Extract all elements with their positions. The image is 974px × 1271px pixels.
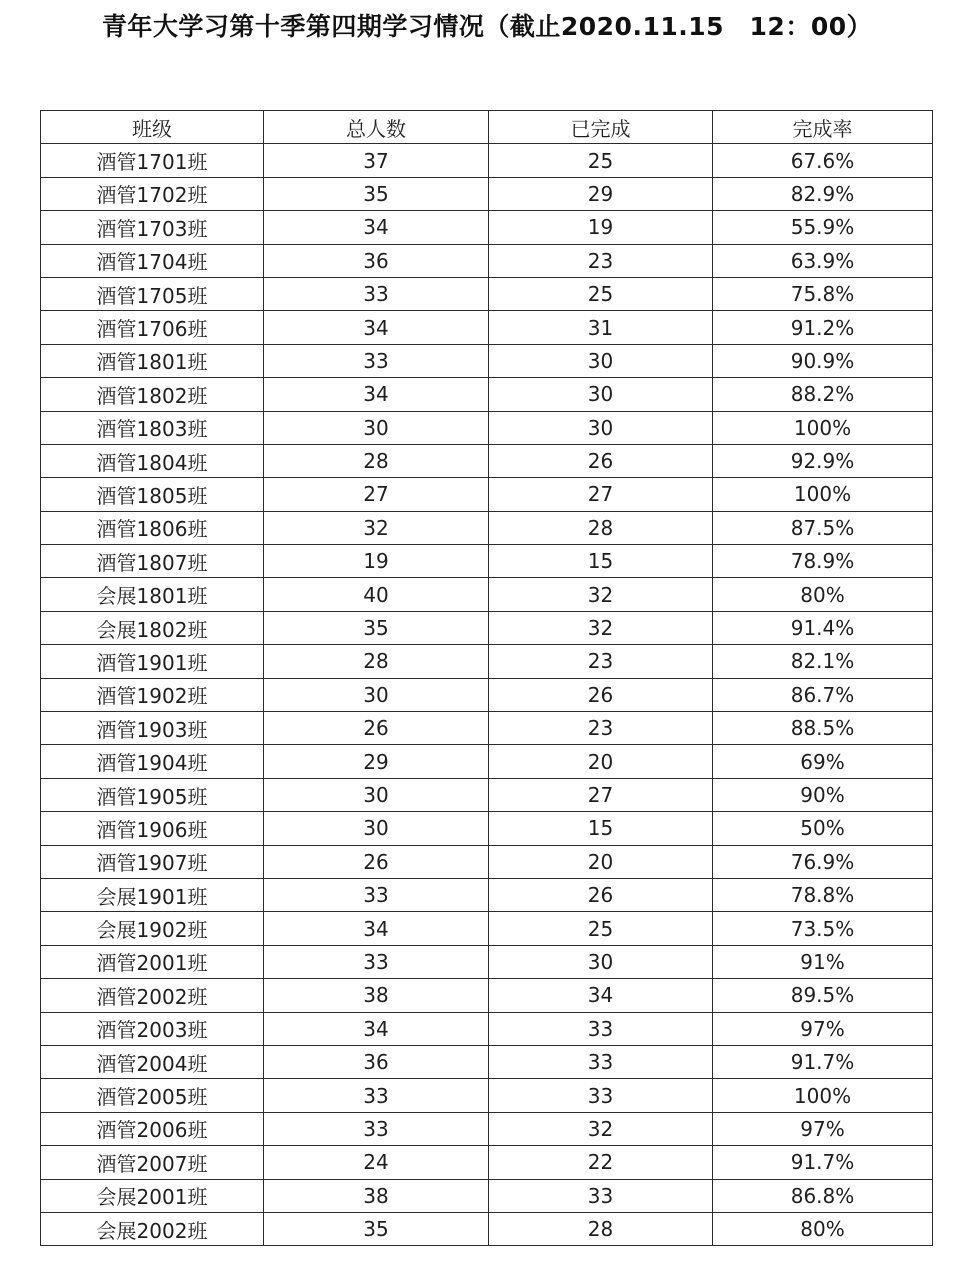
cell-class: 会展1801班 <box>41 578 264 611</box>
cell-completed: 22 <box>489 1146 713 1179</box>
cell-completed: 32 <box>489 611 713 644</box>
cell-total: 24 <box>264 1146 489 1179</box>
cell-class: 酒管1704班 <box>41 244 264 277</box>
table-body <box>41 144 933 1246</box>
cell-completed: 25 <box>489 277 713 310</box>
cell-completed: 23 <box>489 645 713 678</box>
header-class: 班级 <box>41 111 264 144</box>
cell-completed: 19 <box>489 211 713 244</box>
cell-class: 酒管2002班 <box>41 979 264 1012</box>
table-row <box>41 678 933 711</box>
cell-completion-rate: 100% <box>713 411 933 444</box>
table-row <box>41 444 933 477</box>
cell-class: 会展1901班 <box>41 878 264 911</box>
cell-completed: 33 <box>489 1045 713 1078</box>
cell-total: 33 <box>264 1112 489 1145</box>
table-row <box>41 1179 933 1212</box>
header-completion-rate: 完成率 <box>713 111 933 144</box>
table-row <box>41 1212 933 1245</box>
cell-completion-rate: 97% <box>713 1112 933 1145</box>
cell-completed: 32 <box>489 1112 713 1145</box>
cell-total: 30 <box>264 812 489 845</box>
cell-class: 酒管1907班 <box>41 845 264 878</box>
cell-total: 33 <box>264 878 489 911</box>
table-row <box>41 778 933 811</box>
cell-completed: 31 <box>489 311 713 344</box>
header-total: 总人数 <box>264 111 489 144</box>
cell-class: 会展2002班 <box>41 1212 264 1245</box>
cell-completion-rate: 78.8% <box>713 878 933 911</box>
cell-completion-rate: 50% <box>713 812 933 845</box>
cell-class: 酒管1706班 <box>41 311 264 344</box>
cell-class: 酒管1906班 <box>41 812 264 845</box>
table-row <box>41 411 933 444</box>
cell-total: 35 <box>264 611 489 644</box>
cell-class: 酒管1803班 <box>41 411 264 444</box>
cell-completed: 30 <box>489 945 713 978</box>
cell-class: 酒管1903班 <box>41 712 264 745</box>
cell-completion-rate: 82.1% <box>713 645 933 678</box>
cell-completed: 28 <box>489 1212 713 1245</box>
cell-total: 34 <box>264 912 489 945</box>
cell-total: 26 <box>264 712 489 745</box>
cell-completion-rate: 63.9% <box>713 244 933 277</box>
cell-completion-rate: 100% <box>713 1079 933 1112</box>
cell-class: 酒管1801班 <box>41 344 264 377</box>
table-row <box>41 344 933 377</box>
cell-total: 33 <box>264 1079 489 1112</box>
cell-completed: 27 <box>489 778 713 811</box>
table-row <box>41 845 933 878</box>
cell-total: 19 <box>264 545 489 578</box>
cell-completed: 23 <box>489 244 713 277</box>
table-row <box>41 277 933 310</box>
cell-completion-rate: 69% <box>713 745 933 778</box>
table-row <box>41 912 933 945</box>
table-row <box>41 1012 933 1045</box>
cell-class: 酒管1804班 <box>41 444 264 477</box>
cell-class: 酒管1904班 <box>41 745 264 778</box>
table-row <box>41 745 933 778</box>
cell-total: 33 <box>264 344 489 377</box>
cell-class: 酒管1705班 <box>41 277 264 310</box>
cell-completion-rate: 67.6% <box>713 144 933 177</box>
cell-total: 34 <box>264 211 489 244</box>
cell-completion-rate: 76.9% <box>713 845 933 878</box>
study-stats-table <box>40 110 933 1246</box>
cell-total: 34 <box>264 1012 489 1045</box>
cell-completed: 26 <box>489 878 713 911</box>
cell-class: 酒管2006班 <box>41 1112 264 1145</box>
cell-class: 酒管1702班 <box>41 177 264 210</box>
table-row <box>41 511 933 544</box>
table-header-row <box>41 111 933 144</box>
cell-completion-rate: 91.2% <box>713 311 933 344</box>
table-row <box>41 712 933 745</box>
table-row <box>41 611 933 644</box>
study-stats-table-container <box>40 110 932 1246</box>
cell-completed: 23 <box>489 712 713 745</box>
table-row <box>41 645 933 678</box>
table-row <box>41 311 933 344</box>
cell-completion-rate: 91.4% <box>713 611 933 644</box>
cell-class: 酒管2001班 <box>41 945 264 978</box>
cell-total: 32 <box>264 511 489 544</box>
cell-completion-rate: 88.2% <box>713 378 933 411</box>
cell-total: 27 <box>264 478 489 511</box>
table-row <box>41 945 933 978</box>
cell-completion-rate: 78.9% <box>713 545 933 578</box>
cell-completion-rate: 91.7% <box>713 1045 933 1078</box>
cell-completion-rate: 91% <box>713 945 933 978</box>
cell-total: 36 <box>264 1045 489 1078</box>
cell-completion-rate: 90% <box>713 778 933 811</box>
cell-total: 28 <box>264 444 489 477</box>
cell-completion-rate: 90.9% <box>713 344 933 377</box>
cell-completed: 15 <box>489 812 713 845</box>
cell-completed: 33 <box>489 1012 713 1045</box>
cell-total: 26 <box>264 845 489 878</box>
table-row <box>41 979 933 1012</box>
cell-total: 30 <box>264 411 489 444</box>
cell-completion-rate: 82.9% <box>713 177 933 210</box>
table-row <box>41 1045 933 1078</box>
cell-completed: 27 <box>489 478 713 511</box>
table-row <box>41 478 933 511</box>
cell-completed: 25 <box>489 144 713 177</box>
cell-completed: 20 <box>489 745 713 778</box>
cell-completed: 28 <box>489 511 713 544</box>
cell-class: 酒管1902班 <box>41 678 264 711</box>
cell-total: 34 <box>264 311 489 344</box>
cell-completed: 20 <box>489 845 713 878</box>
cell-total: 33 <box>264 277 489 310</box>
table-row <box>41 378 933 411</box>
table-row <box>41 211 933 244</box>
cell-completion-rate: 91.7% <box>713 1146 933 1179</box>
cell-completed: 26 <box>489 444 713 477</box>
cell-completion-rate: 80% <box>713 1212 933 1245</box>
cell-total: 35 <box>264 1212 489 1245</box>
table-row <box>41 545 933 578</box>
cell-class: 酒管1701班 <box>41 144 264 177</box>
cell-total: 38 <box>264 979 489 1012</box>
cell-completed: 32 <box>489 578 713 611</box>
cell-completed: 25 <box>489 912 713 945</box>
cell-completion-rate: 86.7% <box>713 678 933 711</box>
cell-class: 酒管2004班 <box>41 1045 264 1078</box>
cell-class: 酒管1802班 <box>41 378 264 411</box>
cell-total: 40 <box>264 578 489 611</box>
cell-completion-rate: 73.5% <box>713 912 933 945</box>
cell-completion-rate: 89.5% <box>713 979 933 1012</box>
cell-completion-rate: 92.9% <box>713 444 933 477</box>
cell-class: 酒管1806班 <box>41 511 264 544</box>
header-completed: 已完成 <box>489 111 713 144</box>
cell-total: 38 <box>264 1179 489 1212</box>
cell-completed: 26 <box>489 678 713 711</box>
cell-completion-rate: 86.8% <box>713 1179 933 1212</box>
table-row <box>41 1146 933 1179</box>
cell-class: 酒管1807班 <box>41 545 264 578</box>
cell-completed: 33 <box>489 1179 713 1212</box>
cell-class: 酒管1703班 <box>41 211 264 244</box>
cell-completed: 33 <box>489 1079 713 1112</box>
table-row <box>41 177 933 210</box>
cell-completed: 34 <box>489 979 713 1012</box>
cell-total: 34 <box>264 378 489 411</box>
cell-completed: 30 <box>489 411 713 444</box>
cell-total: 28 <box>264 645 489 678</box>
cell-class: 酒管1901班 <box>41 645 264 678</box>
page-title: 青年大学习第十季第四期学习情况（截止2020.11.15 12：00） <box>101 12 873 41</box>
cell-completion-rate: 55.9% <box>713 211 933 244</box>
table-row <box>41 812 933 845</box>
cell-class: 会展1902班 <box>41 912 264 945</box>
table-row <box>41 244 933 277</box>
cell-class: 酒管2007班 <box>41 1146 264 1179</box>
table-row <box>41 578 933 611</box>
cell-total: 36 <box>264 244 489 277</box>
cell-class: 会展1802班 <box>41 611 264 644</box>
cell-completed: 30 <box>489 378 713 411</box>
cell-completion-rate: 75.8% <box>713 277 933 310</box>
cell-total: 35 <box>264 177 489 210</box>
cell-class: 酒管1905班 <box>41 778 264 811</box>
table-row <box>41 1079 933 1112</box>
cell-total: 33 <box>264 945 489 978</box>
table-row <box>41 1112 933 1145</box>
cell-completed: 30 <box>489 344 713 377</box>
cell-total: 29 <box>264 745 489 778</box>
cell-class: 酒管1805班 <box>41 478 264 511</box>
cell-class: 酒管2003班 <box>41 1012 264 1045</box>
cell-completion-rate: 87.5% <box>713 511 933 544</box>
cell-completion-rate: 97% <box>713 1012 933 1045</box>
cell-completed: 15 <box>489 545 713 578</box>
cell-class: 酒管2005班 <box>41 1079 264 1112</box>
cell-completion-rate: 80% <box>713 578 933 611</box>
cell-completion-rate: 88.5% <box>713 712 933 745</box>
cell-total: 30 <box>264 678 489 711</box>
cell-total: 37 <box>264 144 489 177</box>
cell-total: 30 <box>264 778 489 811</box>
cell-completion-rate: 100% <box>713 478 933 511</box>
cell-class: 会展2001班 <box>41 1179 264 1212</box>
table-row <box>41 144 933 177</box>
cell-completed: 29 <box>489 177 713 210</box>
table-row <box>41 878 933 911</box>
